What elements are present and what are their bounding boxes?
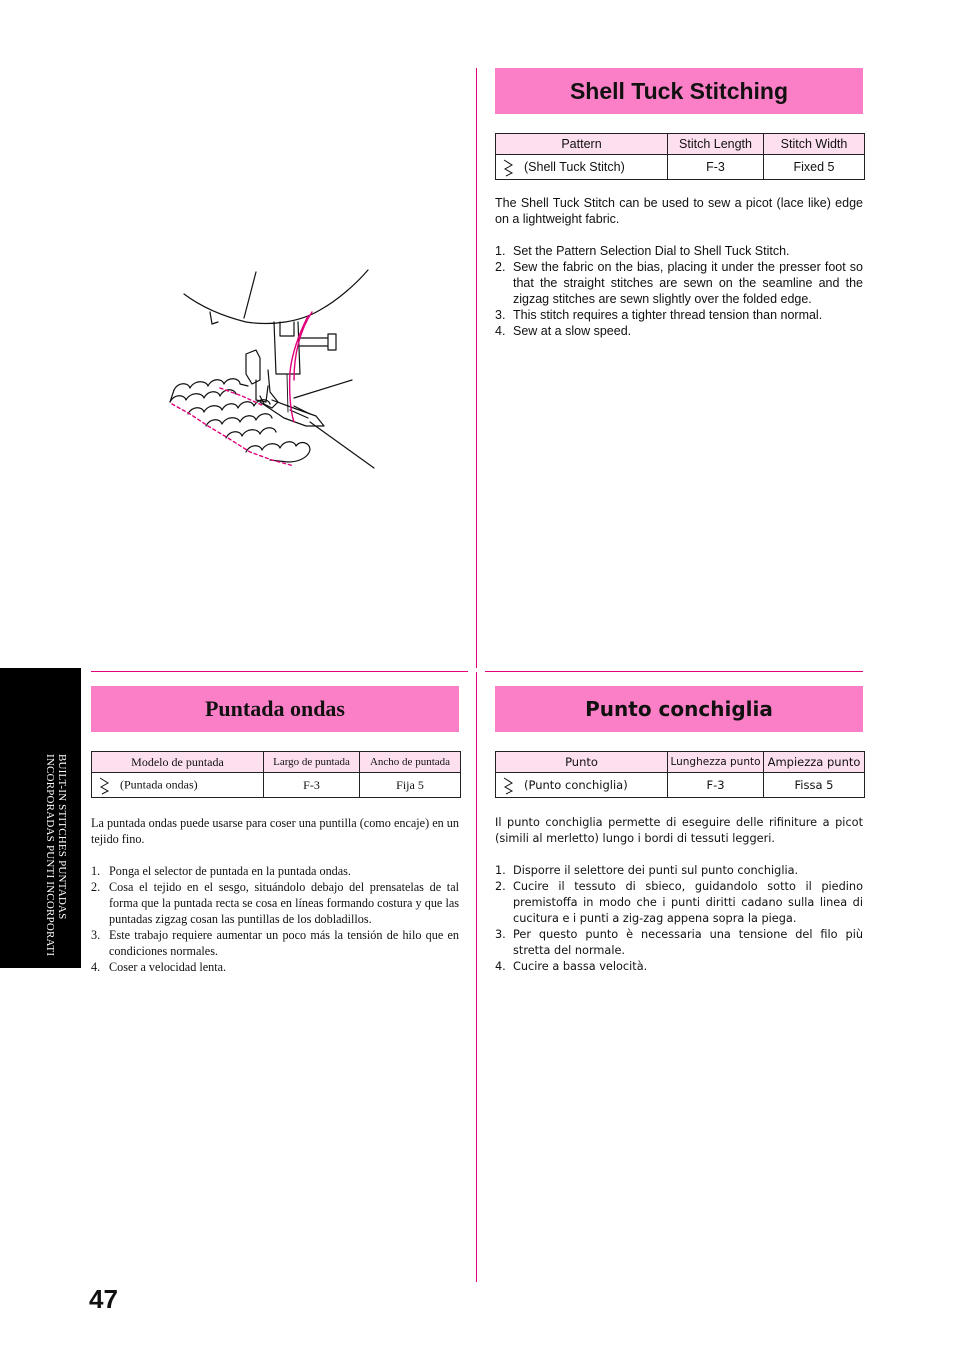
body-spanish [91,815,459,975]
step-item: 3. Este trabajo requiere aumentar un poco más la tensión de hilo que en condiciones normales. [91,928,459,958]
table-header: Lunghezza punto [668,752,764,773]
table-cell: Fija 5 [360,773,461,798]
pattern-name: (Punto conchiglia) [524,778,628,792]
stitch-table-english [495,133,865,180]
body-english [495,195,863,339]
title-text: Puntada ondas [204,696,345,721]
title-text: Punto conchiglia [585,697,773,721]
table-header: Punto [496,752,668,773]
stitch-table-spanish [91,751,461,798]
tab-line: BUILT-IN STITCHES [56,754,68,858]
center-divider-bottom [476,672,477,1282]
step-item: 3. Per questo punto è necessaria una tensione del filo più stretta del normale. [495,928,863,957]
stitch-table-italian [495,751,865,798]
step-item: 1. Set the Pattern Selection Dial to Shell Tuck Stitch. [495,244,790,258]
body-italian [495,815,863,975]
tab-line: PUNTI INCORPORATI [44,844,56,957]
step-item: 3. This stitch requires a tighter thread tension than normal. [495,308,823,322]
sewing-machine-illustration [160,262,385,477]
step-item: 4. Sew at a slow speed. [495,324,632,338]
table-cell: F-3 [668,155,764,180]
table-header: Stitch Width [764,134,865,155]
pattern-name: (Puntada ondas) [120,777,198,792]
intro-text: Il punto conchiglia permette di eseguire delle rifiniture a picot (simili al merletto) lungo i bordi di tessuti leggeri. [495,816,863,845]
tab-line: PUNTADAS INCORPORADAS [44,754,68,920]
chapter-tab-label [16,754,68,968]
page-number: 47 [89,1284,118,1314]
table-cell: F-3 [668,773,764,798]
intro-text: La puntada ondas puede usarse para coser una puntilla (como encaje) en un tejido fino. [91,816,459,846]
divider-left [91,671,468,672]
divider-right [485,671,863,672]
step-item: 2. Cucire il tessuto di sbieco, guidandolo sotto il piedino premistoffa in modo che i punti diritti cadano sulla linea di cucitura e i punti a zig-zag appena sopra la piega. [495,880,863,925]
shell-stitch-icon [98,777,110,795]
step-item: 4. Coser a velocidad lenta. [91,960,227,974]
shell-stitch-icon [502,159,514,177]
table-cell: F-3 [264,773,360,798]
table-header: Ancho de puntada [360,752,461,773]
step-item: 4. Cucire a bassa velocità. [495,960,648,973]
table-cell: Fixed 5 [764,155,865,180]
table-header: Largo de puntada [264,752,360,773]
intro-text: The Shell Tuck Stitch can be used to sew a picot (lace like) edge on a lightweight fabric. [495,196,863,226]
section-title-spanish [91,686,459,732]
table-header: Pattern [496,134,668,155]
table-header: Ampiezza punto [764,752,865,773]
table-cell-pattern [92,773,264,798]
step-item: 1. Ponga el selector de puntada en la puntada ondas. [91,864,351,878]
table-cell: Fissa 5 [764,773,865,798]
center-divider-top [476,68,477,668]
table-cell-pattern [496,773,668,798]
section-title-english [495,68,863,114]
shell-stitch-icon [502,777,514,795]
step-item: 1. Disporre il selettore dei punti sul punto conchiglia. [495,864,799,877]
table-header: Stitch Length [668,134,764,155]
step-item: 2. Cosa el tejido en el sesgo, situándolo debajo del prensatelas de tal forma que la puntada recta se cosa en líneas formando costura y que las puntadas zigzag cosan las puntillas de los dobladillos. [91,880,459,926]
chapter-tab [0,668,81,968]
section-title-italian [495,686,863,732]
pattern-name: (Shell Tuck Stitch) [524,160,625,174]
title-text: Shell Tuck Stitching [569,77,789,104]
table-cell-pattern [496,155,668,180]
step-item: 2. Sew the fabric on the bias, placing it under the presser foot so that the straight stitches are sewn on the seamline and the zigzag stitches are sewn slightly over the folded edge. [495,260,863,306]
table-header: Modelo de puntada [92,752,264,773]
